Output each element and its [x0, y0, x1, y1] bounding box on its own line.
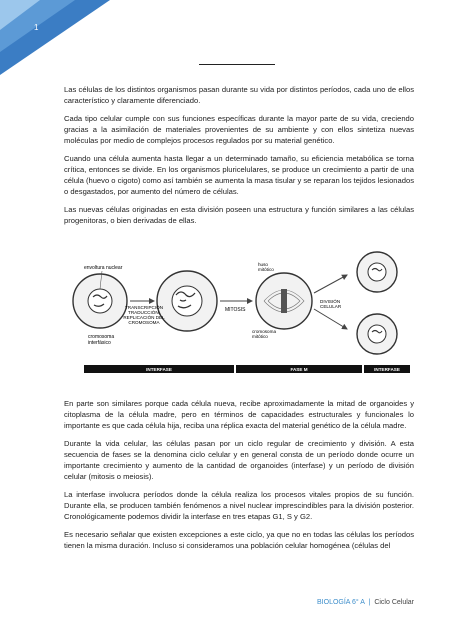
footer-subject: BIOLOGÍA 6° A — [317, 599, 365, 606]
label-division: DIVISIÓN — [320, 299, 341, 304]
title-rule — [199, 64, 275, 65]
label-huso: huso — [258, 262, 268, 267]
daughter-cell-top — [357, 252, 397, 292]
paragraph: Durante la vida celular, las células pasan por un ciclo regular de crecimiento y división. A esta secuencia de fases se la denomina ciclo celular y en general consta de un período donde ocurre un importante crecimiento y aumento de la cantidad de organoides (interfase) y un período de división celular (mitosis o meiosis). — [64, 439, 414, 481]
interphase-cell-2 — [157, 271, 217, 331]
cell-cycle-diagram — [62, 249, 414, 377]
mitotic-cell — [256, 273, 312, 329]
paragraph: Es necesario señalar que existen excepciones a este ciclo, ya que no en todas las células los períodos tienen la misma duración. Incluso si consideramos una población celular homogénea (células del — [64, 530, 414, 550]
footer-topic: Ciclo Celular — [374, 599, 414, 606]
paragraph: La interfase involucra períodos donde la célula realiza los procesos vitales propios de su función. Durante ella, se producen también fenómenos a nivel nuclear imprescindibles para la división posterior. Cronológicamente podemos dividir la interfase en tres etapas G1, S y G2. — [64, 490, 414, 521]
label-transcripcion-4: CROMOSOMA — [128, 320, 160, 325]
bar-label-interfase-2: INTERFASE — [374, 367, 400, 372]
paragraph: Cuando una célula aumenta hasta llegar a un determinado tamaño, su eficiencia metabólica se torna crítica, entonces se divide. En los organismos pluricelulares, se produce un crecimiento a partir de una célula (huevo o cigoto) como así también se aumenta la masa tisular y se reparan los tejidos lesionados o desgastados, por aumento del número de células. — [64, 154, 414, 196]
label-mitotico: mitótico — [258, 267, 274, 272]
label-transcripcion-1: TRANSCRIPCIÓN — [124, 305, 164, 310]
label-mitosis: MITOSIS — [225, 307, 246, 313]
daughter-cell-bottom — [357, 314, 397, 354]
label-transcripcion-2: TRADUCCIÓN, — [128, 310, 160, 315]
interphase-cell-1 — [73, 274, 127, 328]
bar-label-interfase: INTERFASE — [146, 367, 172, 372]
label-envoltura: envoltura nuclear — [84, 265, 123, 271]
paragraph: Las nuevas células originadas en esta división poseen una estructura y función similares a las células progenitoras, o bien derivadas de ellas. — [64, 205, 414, 225]
page-number: 1 — [34, 23, 39, 32]
label-transcripcion-3: REPLICACIÓN DEL — [123, 315, 165, 320]
paragraph: En parte son similares porque cada célula nueva, recibe aproximadamente la mitad de organoides y citoplasma de la célula madre, pero en términos de capacidades estructurales y funcionales lo importante es que cada célula hija, reciba una réplica exacta del material genético de la célula madre. — [64, 399, 414, 430]
paragraph: Las células de los distintos organismos pasan durante su vida por distintos períodos, cada uno de ellos característico y claramente diferenciado. — [64, 85, 414, 105]
body-text-top — [64, 84, 414, 233]
label-mitotico-2: mitótico — [252, 334, 268, 339]
footer-separator: | — [368, 599, 371, 606]
label-cromosoma: cromosoma — [88, 334, 115, 340]
bar-label-fase-m: FASE M — [290, 367, 308, 372]
label-cromosoma-mitotico: cromosoma — [252, 329, 276, 334]
body-text-bottom — [64, 398, 414, 558]
page-footer — [317, 599, 414, 606]
label-celular: CELULAR — [320, 304, 342, 309]
paragraph: Cada tipo celular cumple con sus funciones específicas durante la mayor parte de su vida, creciendo gracias a la asimilación de materiales provenientes de su ambiente y con ellos sintetiza nuevas moléculas por medio de complejos procesos regulados por su material genético. — [64, 114, 414, 145]
corner-decoration — [0, 0, 110, 75]
label-interfasico: interfásico — [88, 340, 111, 346]
